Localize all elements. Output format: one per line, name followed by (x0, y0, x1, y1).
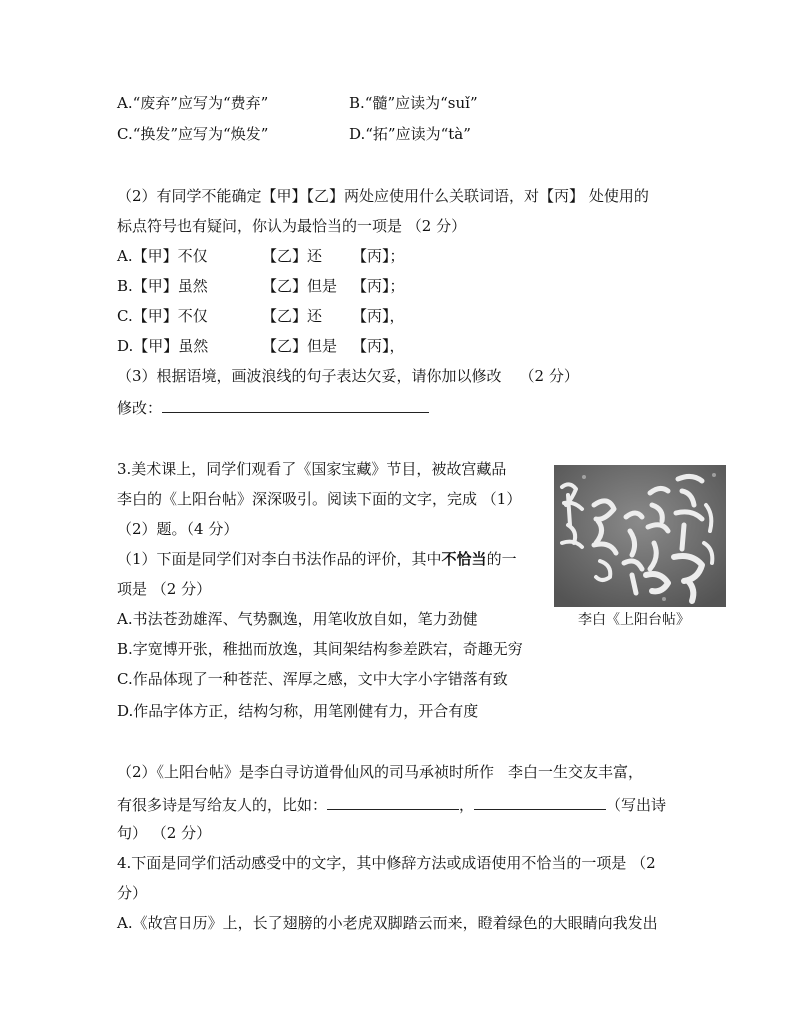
q2-3-prompt: （3）根据语境，画波浪线的句子表达欠妥，请你加以修改 (117, 367, 502, 385)
option-b-top: B.“髓”应读为“suǐ” (349, 94, 478, 112)
q2-3-score: （2 分） (519, 367, 579, 385)
q3-line3: （2）题。（4 分） (117, 520, 239, 538)
option-d-top: D.“拓”应读为“tà” (349, 125, 471, 143)
option-jia: C.【甲】不仅 (117, 307, 208, 325)
q4-option-a: A.《故宫日历》上，长了翅膀的小老虎双脚踏云而来，瞪着绿色的大眼睛向我发出 (117, 914, 658, 932)
q3-sub2-line1-a: （2）《上阳台帖》是李白寻访道骨仙风的司马承祯时所作 (117, 763, 495, 781)
option-jia: B.【甲】虽然 (117, 277, 208, 295)
q2-2-line1: （2）有同学不能确定【甲】【乙】两处应使用什么关联词语，对【丙】 处使用的 (117, 187, 649, 205)
q3-option-b: B.字宽博开张，稚拙而放逸，其间架结构参差跌宕，奇趣无穷 (117, 640, 523, 658)
q2-2-option-row (117, 276, 208, 296)
option-a-top: A.“废弃”应写为“费弃” (117, 94, 269, 112)
poem-blank-1[interactable] (327, 793, 459, 810)
option-yi: 【乙】还 (262, 247, 323, 265)
q2-2-line2: 标点符号也有疑问，你认为最恰当的一项是 （2 分） (117, 217, 467, 235)
modify-row (117, 396, 429, 418)
q4-line1: 4.下面是同学们活动感受中的文字，其中修辞方法或成语使用不恰当的一项是 （2 (117, 854, 656, 872)
q3-sub2-line1 (117, 762, 643, 782)
q3-sub2-line2-b: （写出诗 (606, 796, 667, 814)
option-yi: 【乙】还 (262, 307, 323, 325)
option-bing: 【丙】； (352, 277, 405, 295)
option-yi: 【乙】但是 (262, 337, 338, 355)
q3-line1: 3.美术课上，同学们观看了《国家宝藏》节目，被故宫藏品 (117, 460, 507, 478)
option-bing: 【丙】， (352, 337, 405, 355)
q3-sub1-line1 (117, 549, 517, 569)
option-bing: 【丙】； (352, 247, 405, 265)
q3-sub1-post: 的一 (486, 550, 517, 568)
q3-sub1-pre: （1）下面是同学们对李白书法作品的评价，其中 (117, 550, 442, 568)
q3-sub1-line2: 项是 （2 分） (117, 580, 212, 598)
q3-sub2-line2-a: 有很多诗是写给友人的，比如： (117, 796, 328, 814)
q4-line2: 分） (117, 884, 148, 902)
q2-2-option-row (117, 306, 208, 326)
q3-option-a: A.书法苍劲雄浑、气势飘逸，用笔收放自如，笔力劲健 (117, 610, 478, 628)
q2-3-text (117, 366, 579, 386)
option-c-top: C.“换发”应写为“焕发” (117, 125, 269, 143)
option-yi: 【乙】但是 (262, 277, 338, 295)
image-caption: 李白《上阳台帖》 (578, 612, 690, 628)
q3-sub2-line3: 句） （2 分） (117, 824, 212, 842)
q3-line2: 李白的《上阳台帖》深深吸引。阅读下面的文字，完成 （1） (117, 490, 522, 508)
option-jia: A.【甲】不仅 (117, 247, 208, 265)
q3-option-c: C.作品体现了一种苍茫、浑厚之感，文中大字小字错落有致 (117, 670, 508, 688)
q3-sub2-line1-b: 李白一生交友丰富， (508, 763, 644, 781)
modify-answer-blank[interactable] (162, 396, 429, 413)
option-bing: 【丙】， (352, 307, 405, 325)
q3-sub2-line2 (117, 793, 666, 815)
option-jia: D.【甲】虽然 (117, 337, 209, 355)
calligraphy-artwork (554, 465, 726, 607)
poem-blank-2[interactable] (474, 793, 606, 810)
q2-2-option-row (117, 336, 208, 356)
q3-option-d: D.作品字体方正，结构匀称，用笔刚健有力，开合有度 (117, 702, 479, 720)
comma: ， (459, 796, 475, 814)
q3-sub1-bold: 不恰当 (441, 550, 487, 568)
modify-label: 修改： (117, 399, 163, 417)
q2-2-option-row (117, 246, 208, 266)
calligraphy-image (554, 465, 726, 607)
